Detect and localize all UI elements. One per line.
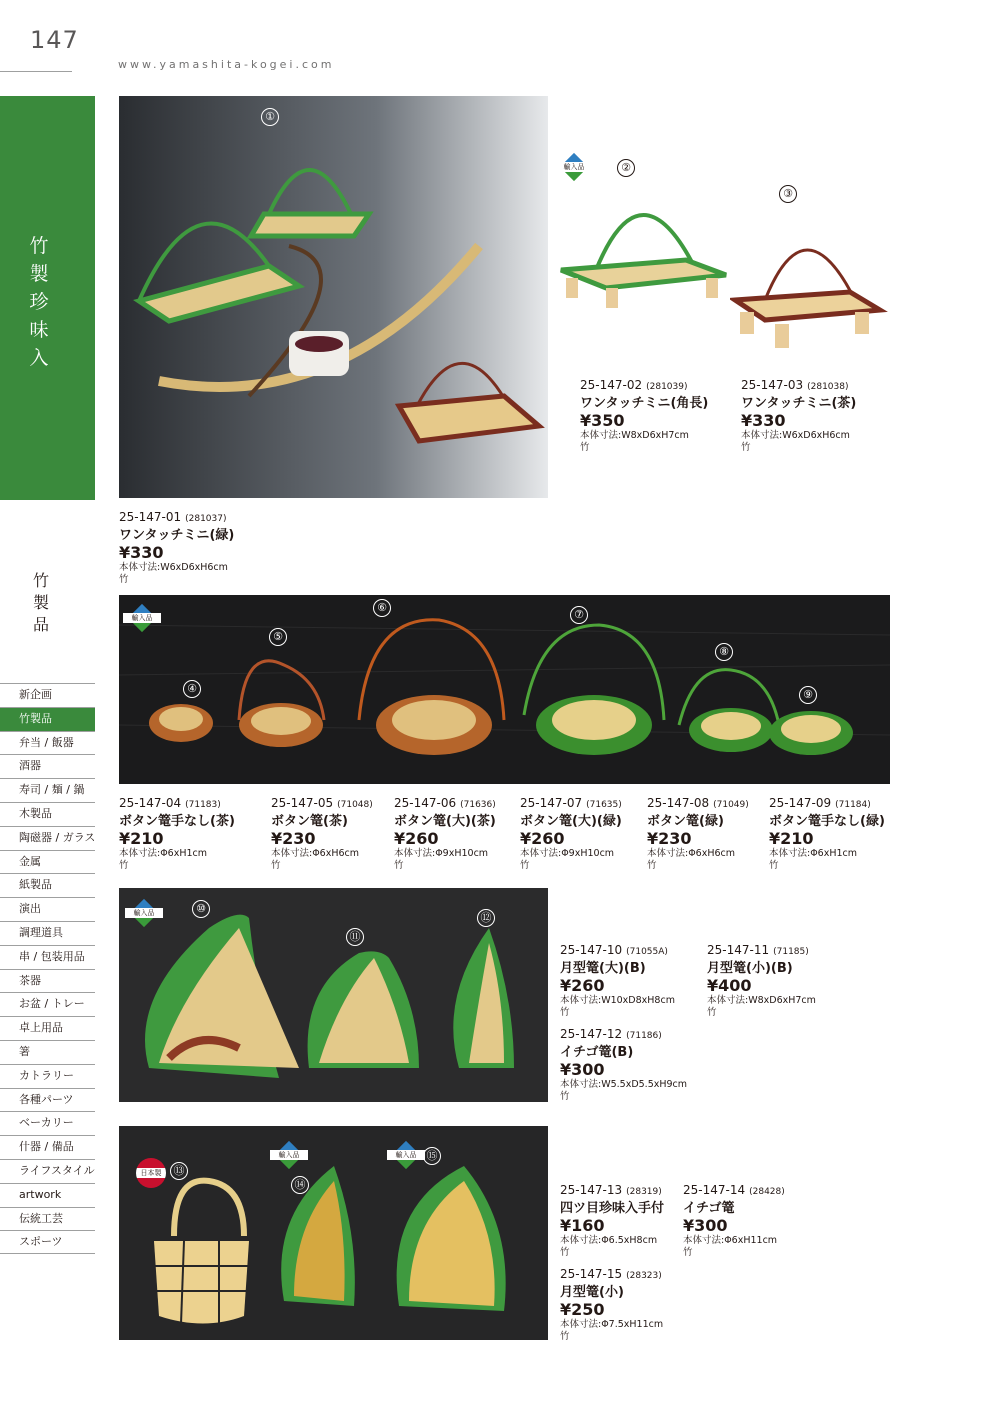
product-material: 竹 bbox=[119, 860, 129, 871]
nav-item-display[interactable]: 演出 bbox=[0, 897, 95, 921]
product-price: ¥400 bbox=[707, 976, 752, 995]
product-25-147-02 bbox=[580, 378, 708, 454]
import-badge bbox=[276, 1142, 302, 1168]
import-badge-label: 輸入品 bbox=[555, 162, 593, 172]
product-material: 竹 bbox=[560, 1091, 570, 1102]
product-dimensions: 本体寸法:W6xD6xH6cm bbox=[119, 562, 228, 573]
product-material: 竹 bbox=[769, 860, 779, 871]
side-nav bbox=[0, 683, 95, 1254]
product-price: ¥330 bbox=[119, 543, 164, 562]
import-badge bbox=[131, 900, 157, 926]
marker-3: ③ bbox=[779, 185, 797, 203]
marker-5: ⑤ bbox=[269, 628, 287, 646]
product-price: ¥230 bbox=[647, 829, 692, 848]
product-name: ワンタッチミニ(角長) bbox=[580, 396, 709, 411]
product-dimensions: 本体寸法:Φ6xH6cm bbox=[271, 848, 360, 859]
product-25-147-06 bbox=[394, 796, 496, 872]
marker-1: ① bbox=[261, 108, 279, 126]
product-name: ボタン篭(緑) bbox=[647, 814, 724, 829]
product-25-147-01 bbox=[119, 510, 234, 586]
product-dimensions: 本体寸法:W8xD6xH7cm bbox=[707, 995, 816, 1006]
product-code: 25-147-04 (71183) bbox=[119, 796, 221, 810]
product-code: 25-147-14 (28428) bbox=[683, 1183, 785, 1197]
product-material: 竹 bbox=[119, 574, 129, 585]
product-25-147-10 bbox=[560, 943, 675, 1019]
product-dimensions: 本体寸法:Φ9xH10cm bbox=[520, 848, 615, 859]
product-material: 竹 bbox=[647, 860, 657, 871]
nav-item-tea[interactable]: 茶器 bbox=[0, 969, 95, 993]
nav-item-fixtures[interactable]: 什器 / 備品 bbox=[0, 1135, 95, 1159]
nav-item-metal[interactable]: 金属 bbox=[0, 850, 95, 874]
nav-item-sake[interactable]: 酒器 bbox=[0, 754, 95, 778]
photo-image bbox=[119, 595, 890, 784]
category-title: 竹製品 bbox=[32, 571, 49, 634]
product-25-147-12 bbox=[560, 1027, 687, 1103]
product-material: 竹 bbox=[520, 860, 530, 871]
product-material: 竹 bbox=[271, 860, 281, 871]
nav-item-skewer[interactable]: 串 / 包装用品 bbox=[0, 945, 95, 969]
page-number-rule bbox=[0, 71, 72, 72]
product-25-147-14 bbox=[683, 1183, 785, 1259]
marker-4: ④ bbox=[183, 680, 201, 698]
product-name: イチゴ篭 bbox=[683, 1201, 735, 1216]
nav-item-paper[interactable]: 紙製品 bbox=[0, 873, 95, 897]
product-code: 25-147-07 (71635) bbox=[520, 796, 622, 810]
product-material: 竹 bbox=[683, 1247, 693, 1258]
product-price: ¥160 bbox=[560, 1216, 605, 1235]
product-code: 25-147-03 (281038) bbox=[741, 378, 849, 392]
marker-12: ⑫ bbox=[477, 909, 495, 927]
marker-14: ⑭ bbox=[291, 1176, 309, 1194]
product-dimensions: 本体寸法:Φ6xH1cm bbox=[119, 848, 208, 859]
product-code: 25-147-05 (71048) bbox=[271, 796, 373, 810]
product-name: ボタン篭(大)(緑) bbox=[520, 814, 622, 829]
product-price: ¥330 bbox=[741, 411, 786, 430]
product-price: ¥300 bbox=[683, 1216, 728, 1235]
product-material: 竹 bbox=[580, 442, 590, 453]
marker-6: ⑥ bbox=[373, 599, 391, 617]
product-dimensions: 本体寸法:W10xD8xH8cm bbox=[560, 995, 675, 1006]
product-code: 25-147-15 (28323) bbox=[560, 1267, 662, 1281]
product-code: 25-147-06 (71636) bbox=[394, 796, 496, 810]
product-price: ¥350 bbox=[580, 411, 625, 430]
product-price: ¥230 bbox=[271, 829, 316, 848]
marker-13: ⑬ bbox=[170, 1162, 188, 1180]
product-dimensions: 本体寸法:W8xD6xH7cm bbox=[580, 430, 689, 441]
product-name: ワンタッチミニ(緑) bbox=[119, 528, 235, 543]
product-price: ¥260 bbox=[394, 829, 439, 848]
product-dimensions: 本体寸法:W6xD6xH6cm bbox=[741, 430, 850, 441]
product-price: ¥210 bbox=[119, 829, 164, 848]
marker-10: ⑩ bbox=[192, 900, 210, 918]
marker-15: ⑮ bbox=[423, 1147, 441, 1165]
photo-image bbox=[730, 200, 890, 360]
product-price: ¥260 bbox=[520, 829, 565, 848]
product-material: 竹 bbox=[560, 1331, 570, 1342]
product-name: ボタン篭(大)(茶) bbox=[394, 814, 496, 829]
product-25-147-09 bbox=[769, 796, 885, 872]
product-material: 竹 bbox=[741, 442, 751, 453]
product-dimensions: 本体寸法:Φ6xH11cm bbox=[683, 1235, 778, 1246]
product-name: ボタン篭手なし(緑) bbox=[769, 814, 885, 829]
product-price: ¥210 bbox=[769, 829, 814, 848]
product-25-147-07 bbox=[520, 796, 622, 872]
site-url[interactable]: www.yamashita-kogei.com bbox=[118, 58, 335, 71]
marker-2: ② bbox=[617, 159, 635, 177]
product-price: ¥300 bbox=[560, 1060, 605, 1079]
product-code: 25-147-01 (281037) bbox=[119, 510, 227, 524]
product-25-147-11 bbox=[707, 943, 816, 1019]
product-photo-13-15 bbox=[119, 1126, 548, 1340]
product-material: 竹 bbox=[560, 1247, 570, 1258]
nav-item-parts[interactable]: 各種パーツ bbox=[0, 1088, 95, 1112]
photo-image bbox=[119, 96, 548, 498]
product-code: 25-147-09 (71184) bbox=[769, 796, 871, 810]
nav-item-tray[interactable]: お盆 / トレー bbox=[0, 992, 95, 1016]
japan-badge bbox=[136, 1158, 166, 1188]
nav-item-ceramic[interactable]: 陶磁器 / ガラス bbox=[0, 826, 95, 850]
product-code: 25-147-08 (71049) bbox=[647, 796, 749, 810]
marker-11: ⑪ bbox=[346, 928, 364, 946]
product-name: 四ツ目珍味入手付 bbox=[560, 1201, 665, 1216]
import-badge-label: 輸入品 bbox=[125, 908, 163, 918]
product-dimensions: 本体寸法:Φ7.5xH11cm bbox=[560, 1319, 664, 1330]
marker-9: ⑨ bbox=[799, 686, 817, 704]
product-name: ボタン篭手なし(茶) bbox=[119, 814, 235, 829]
product-dimensions: 本体寸法:Φ9xH10cm bbox=[394, 848, 489, 859]
nav-item-lifestyle[interactable]: ライフスタイル bbox=[0, 1159, 95, 1183]
page-number: 147 bbox=[30, 26, 79, 54]
product-25-147-04 bbox=[119, 796, 235, 872]
section-tab bbox=[0, 96, 95, 500]
product-dimensions: 本体寸法:W5.5xD5.5xH9cm bbox=[560, 1079, 688, 1090]
marker-8: ⑧ bbox=[715, 643, 733, 661]
nav-item-wood[interactable]: 木製品 bbox=[0, 802, 95, 826]
photo-image bbox=[119, 1126, 548, 1340]
product-25-147-13 bbox=[560, 1183, 664, 1259]
product-code: 25-147-02 (281039) bbox=[580, 378, 688, 392]
nav-item-chopsticks[interactable]: 箸 bbox=[0, 1040, 95, 1064]
import-badge-label: 輸入品 bbox=[123, 613, 161, 623]
product-photo-3 bbox=[730, 200, 890, 360]
nav-item-artwork[interactable]: artwork bbox=[0, 1183, 95, 1207]
product-code: 25-147-12 (71186) bbox=[560, 1027, 662, 1041]
japan-badge-label: 日本製 bbox=[140, 1169, 162, 1177]
product-25-147-08 bbox=[647, 796, 749, 872]
product-name: イチゴ篭(B) bbox=[560, 1045, 634, 1060]
product-code: 25-147-13 (28319) bbox=[560, 1183, 662, 1197]
nav-item-new[interactable]: 新企画 bbox=[0, 683, 95, 707]
nav-item-table[interactable]: 卓上用品 bbox=[0, 1016, 95, 1040]
product-photo-10-12 bbox=[119, 888, 548, 1102]
section-title: 竹製珍味入 bbox=[29, 235, 49, 369]
import-badge bbox=[393, 1142, 419, 1168]
nav-item-bakery[interactable]: ベーカリー bbox=[0, 1111, 95, 1135]
product-25-147-03 bbox=[741, 378, 856, 454]
product-dimensions: 本体寸法:Φ6xH1cm bbox=[769, 848, 858, 859]
product-25-147-15 bbox=[560, 1267, 663, 1343]
product-photo-4-9 bbox=[119, 595, 890, 784]
product-dimensions: 本体寸法:Φ6xH6cm bbox=[647, 848, 736, 859]
product-25-147-05 bbox=[271, 796, 373, 872]
nav-item-cutlery[interactable]: カトラリー bbox=[0, 1064, 95, 1088]
nav-item-bento[interactable]: 弁当 / 飯器 bbox=[0, 731, 95, 755]
import-badge bbox=[129, 605, 155, 631]
product-code: 25-147-11 (71185) bbox=[707, 943, 809, 957]
import-badge bbox=[561, 154, 587, 180]
import-badge-label: 輸入品 bbox=[387, 1150, 425, 1160]
product-name: 月型篭(小)(B) bbox=[707, 961, 793, 976]
product-name: ボタン篭(茶) bbox=[271, 814, 348, 829]
product-price: ¥250 bbox=[560, 1300, 605, 1319]
product-name: ワンタッチミニ(茶) bbox=[741, 396, 857, 411]
product-name: 月型篭(小) bbox=[560, 1285, 624, 1300]
product-price: ¥260 bbox=[560, 976, 605, 995]
nav-item-bamboo[interactable]: 竹製品 bbox=[0, 707, 95, 731]
product-material: 竹 bbox=[560, 1007, 570, 1018]
nav-item-traditional[interactable]: 伝統工芸 bbox=[0, 1207, 95, 1231]
product-material: 竹 bbox=[707, 1007, 717, 1018]
product-photo-1 bbox=[119, 96, 548, 498]
nav-item-cooking[interactable]: 調理道具 bbox=[0, 921, 95, 945]
product-code: 25-147-10 (71055A) bbox=[560, 943, 668, 957]
import-badge-label: 輸入品 bbox=[270, 1150, 308, 1160]
nav-item-sushi[interactable]: 寿司 / 麺 / 鍋 bbox=[0, 778, 95, 802]
product-material: 竹 bbox=[394, 860, 404, 871]
marker-7: ⑦ bbox=[570, 606, 588, 624]
product-dimensions: 本体寸法:Φ6.5xH8cm bbox=[560, 1235, 658, 1246]
nav-item-sports[interactable]: スポーツ bbox=[0, 1230, 95, 1254]
product-name: 月型篭(大)(B) bbox=[560, 961, 646, 976]
